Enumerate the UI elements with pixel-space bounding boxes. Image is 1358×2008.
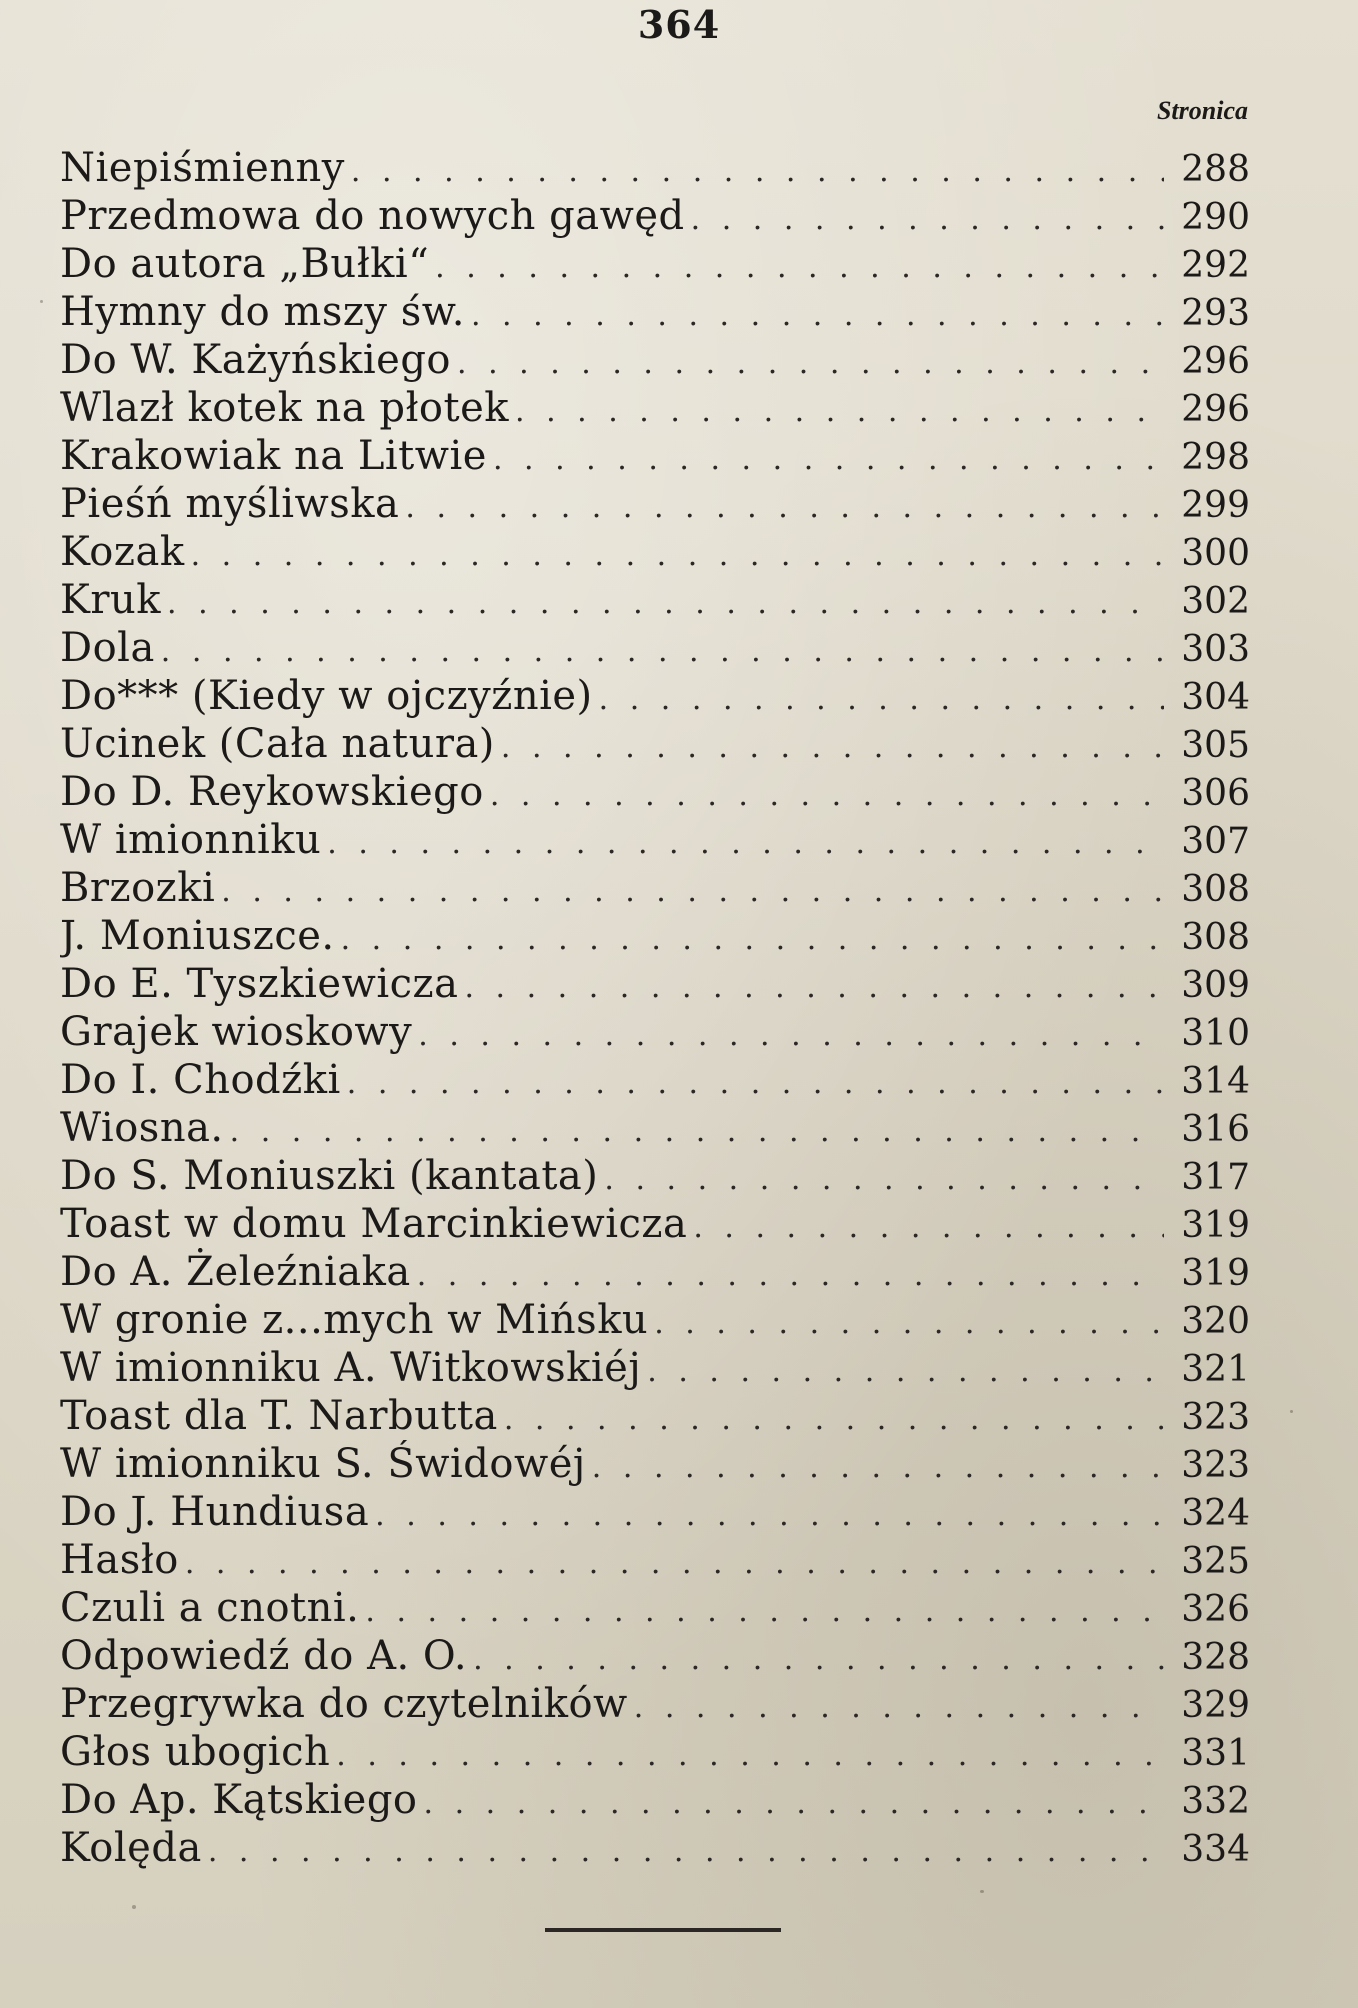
toc-entry xyxy=(60,1680,1250,1728)
toc-entry-page: 296 xyxy=(1181,389,1250,430)
toc-entry xyxy=(60,1488,1250,1536)
toc-entry-page: 306 xyxy=(1181,773,1250,814)
toc-entry-title: Grajek wioskowy xyxy=(60,1009,413,1055)
toc-entry xyxy=(60,720,1250,768)
toc-entry xyxy=(60,1728,1250,1776)
dot-leader xyxy=(375,1492,1164,1536)
dot-leader xyxy=(604,1156,1164,1200)
toc-entry xyxy=(60,1344,1250,1392)
toc-entry xyxy=(60,768,1250,816)
toc-entry-title: Przedmowa do nowych gawęd xyxy=(60,193,685,239)
dot-leader xyxy=(471,292,1164,336)
dot-leader xyxy=(351,148,1164,192)
dot-leader xyxy=(501,724,1164,768)
toc-entry xyxy=(60,1152,1250,1200)
toc-entry-page: 304 xyxy=(1181,677,1250,718)
dot-leader xyxy=(464,964,1164,1008)
toc-entry-page: 296 xyxy=(1181,341,1250,382)
dot-leader xyxy=(230,1108,1164,1152)
dot-leader xyxy=(347,1060,1164,1104)
toc-entry-title: Do J. Hundiusa xyxy=(60,1489,370,1535)
paper-speck xyxy=(132,1905,136,1909)
paper-speck xyxy=(40,300,43,303)
toc-entry-page: 323 xyxy=(1181,1397,1250,1438)
toc-entry-page: 305 xyxy=(1181,725,1250,766)
toc-entry-title: Przegrywka do czytelników xyxy=(60,1681,628,1727)
toc-entry-title: Do*** (Kiedy w ojczyźnie) xyxy=(60,673,593,719)
toc-entry-title: Niepiśmienny xyxy=(60,145,345,191)
toc-entry-page: 319 xyxy=(1181,1205,1250,1246)
toc-entry-page: 329 xyxy=(1181,1685,1250,1726)
toc-entry-page: 310 xyxy=(1181,1013,1250,1054)
dot-leader xyxy=(647,1348,1164,1392)
toc-entry-title: Do S. Moniuszki (kantata) xyxy=(60,1153,599,1199)
toc-entry-page: 300 xyxy=(1181,533,1250,574)
toc-entry-page: 323 xyxy=(1181,1445,1250,1486)
dot-leader xyxy=(634,1684,1164,1728)
toc-entry xyxy=(60,1008,1250,1056)
toc-entry-title: Dola xyxy=(60,625,155,671)
dot-leader xyxy=(599,676,1164,720)
dot-leader xyxy=(365,1588,1164,1632)
toc-entry-page: 331 xyxy=(1181,1733,1250,1774)
toc-entry-title: Krakowiak na Litwie xyxy=(60,433,487,479)
dot-leader xyxy=(185,1540,1164,1584)
toc-entry-page: 293 xyxy=(1181,293,1250,334)
toc-entry xyxy=(60,1248,1250,1296)
toc-entry-title: Kruk xyxy=(60,577,162,623)
toc-entry-page: 298 xyxy=(1181,437,1250,478)
toc-entry-page: 309 xyxy=(1181,965,1250,1006)
toc-entry-page: 320 xyxy=(1181,1301,1250,1342)
toc-entry-title: Do W. Każyńskiego xyxy=(60,337,451,383)
dot-leader xyxy=(435,244,1164,288)
toc-entry xyxy=(60,912,1250,960)
toc-entry xyxy=(60,528,1250,576)
dot-leader xyxy=(191,532,1164,576)
dot-leader xyxy=(161,628,1164,672)
toc-entry xyxy=(60,960,1250,1008)
dot-leader xyxy=(592,1444,1164,1488)
toc-entry xyxy=(60,144,1250,192)
toc-entry xyxy=(60,240,1250,288)
toc-entry-title: Hymny do mszy św. xyxy=(60,289,465,335)
toc-entry xyxy=(60,1632,1250,1680)
dot-leader xyxy=(457,340,1164,384)
dot-leader xyxy=(515,388,1164,432)
toc-entry-page: 299 xyxy=(1181,485,1250,526)
toc-entry-page: 324 xyxy=(1181,1493,1250,1534)
toc-entry xyxy=(60,1392,1250,1440)
toc-entry-title: Ucinek (Cała natura) xyxy=(60,721,495,767)
paper-speck xyxy=(980,1890,984,1893)
toc-entry-page: 317 xyxy=(1181,1157,1250,1198)
toc-entry xyxy=(60,1056,1250,1104)
toc-entry-title: Do I. Chodźki xyxy=(60,1057,341,1103)
toc-entry xyxy=(60,1824,1250,1872)
toc-entry-page: 316 xyxy=(1181,1109,1250,1150)
dot-leader xyxy=(473,1636,1164,1680)
dot-leader xyxy=(691,196,1164,240)
toc-entry-title: W imionniku A. Witkowskiéj xyxy=(60,1345,642,1391)
toc-entry-page: 303 xyxy=(1181,629,1250,670)
toc-entry xyxy=(60,864,1250,912)
toc-entry-page: 308 xyxy=(1181,917,1250,958)
toc-entry xyxy=(60,1776,1250,1824)
toc-entry-title: Toast w domu Marcinkiewicza xyxy=(60,1201,688,1247)
toc-entry xyxy=(60,192,1250,240)
dot-leader xyxy=(336,1732,1164,1776)
dot-leader xyxy=(341,916,1164,960)
dot-leader xyxy=(654,1300,1164,1344)
toc-entry-page: 307 xyxy=(1181,821,1250,862)
dot-leader xyxy=(693,1204,1164,1248)
toc-entry-page: 326 xyxy=(1181,1589,1250,1630)
toc-entry-title: Wiosna. xyxy=(60,1105,224,1151)
toc-entry xyxy=(60,1536,1250,1584)
column-header: Stronica xyxy=(1156,96,1248,125)
toc-entry-page: 288 xyxy=(1181,149,1250,190)
toc-entry-page: 332 xyxy=(1181,1781,1250,1822)
toc-entry xyxy=(60,432,1250,480)
toc-entry-title: Brzozki xyxy=(60,865,216,911)
toc-entry-title: W imionniku S. Świdowéj xyxy=(60,1441,586,1487)
toc-entry xyxy=(60,1104,1250,1152)
toc-entry xyxy=(60,672,1250,720)
toc-entry xyxy=(60,1296,1250,1344)
dot-leader xyxy=(417,1252,1164,1296)
dot-leader xyxy=(504,1396,1164,1440)
dot-leader xyxy=(167,580,1164,624)
toc-entry-title: Kolęda xyxy=(60,1825,202,1871)
toc-entry-page: 325 xyxy=(1181,1541,1250,1582)
toc-entry-title: W gronie z...mych w Mińsku xyxy=(60,1297,649,1343)
toc-entry-page: 321 xyxy=(1181,1349,1250,1390)
toc-entry-title: Toast dla T. Narbutta xyxy=(60,1393,498,1439)
toc-entry-page: 334 xyxy=(1181,1829,1250,1870)
dot-leader xyxy=(418,1012,1164,1056)
toc-entry xyxy=(60,576,1250,624)
toc-entry-title: Pieśń myśliwska xyxy=(60,481,400,527)
toc-entry xyxy=(60,480,1250,528)
toc-entry-page: 302 xyxy=(1181,581,1250,622)
toc-entry xyxy=(60,1200,1250,1248)
toc-entry-title: Głos ubogich xyxy=(60,1729,331,1775)
dot-leader xyxy=(493,436,1164,480)
toc-entry-page: 308 xyxy=(1181,869,1250,910)
toc-entry-title: Do Ap. Kątskiego xyxy=(60,1777,418,1823)
toc-entry xyxy=(60,1440,1250,1488)
toc-entry-title: Odpowiedź do A. O. xyxy=(60,1633,468,1679)
toc-entry-page: 328 xyxy=(1181,1637,1250,1678)
table-of-contents xyxy=(60,144,1250,1872)
toc-entry-page: 319 xyxy=(1181,1253,1250,1294)
toc-entry xyxy=(60,1584,1250,1632)
toc-entry-title: J. Moniuszce. xyxy=(60,913,335,959)
toc-entry-page: 290 xyxy=(1181,197,1250,238)
toc-entry-title: Hasło xyxy=(60,1537,179,1583)
dot-leader xyxy=(424,1780,1164,1824)
dot-leader xyxy=(405,484,1164,528)
dot-leader xyxy=(221,868,1164,912)
paper-speck xyxy=(1290,1410,1293,1413)
toc-entry-title: Do A. Żeleźniaka xyxy=(60,1249,411,1295)
toc-entry xyxy=(60,336,1250,384)
toc-entry-title: Do E. Tyszkiewicza xyxy=(60,961,459,1007)
dot-leader xyxy=(327,820,1164,864)
toc-entry-title: Czuli a cnotni. xyxy=(60,1585,360,1631)
toc-entry xyxy=(60,288,1250,336)
toc-entry-page: 292 xyxy=(1181,245,1250,286)
toc-entry-title: Wlazł kotek na płotek xyxy=(60,385,509,431)
toc-entry-title: Do autora „Bułki“ xyxy=(60,241,430,287)
toc-entry xyxy=(60,384,1250,432)
toc-entry-title: W imionniku xyxy=(60,817,322,863)
toc-entry-title: Do D. Reykowskiego xyxy=(60,769,484,815)
toc-entry xyxy=(60,816,1250,864)
page-number: 364 xyxy=(637,2,721,47)
dot-leader xyxy=(490,772,1164,816)
toc-entry-title: Kozak xyxy=(60,529,185,575)
dot-leader xyxy=(208,1828,1164,1872)
toc-entry xyxy=(60,624,1250,672)
toc-entry-page: 314 xyxy=(1181,1061,1250,1102)
end-rule xyxy=(545,1928,781,1932)
